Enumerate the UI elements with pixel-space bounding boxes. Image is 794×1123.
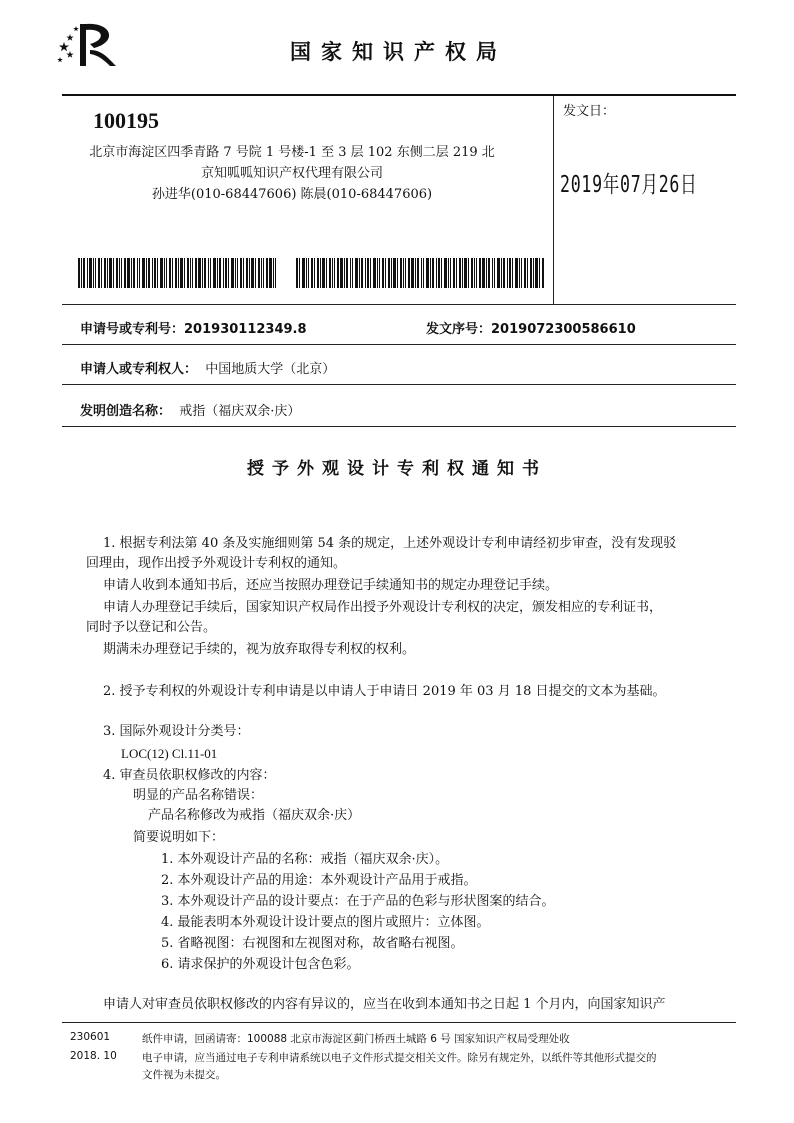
office-title: 国家知识产权局 — [290, 40, 507, 64]
header-divider — [62, 94, 736, 96]
paragraph-4-sub-1-detail: 产品名称修改为戒指（福庆双余·庆） — [148, 808, 361, 823]
barcode-2-icon — [296, 258, 544, 288]
application-number: 201930112349.8 — [184, 322, 307, 337]
fields-divider-2 — [62, 384, 736, 385]
form-code: 230601 — [70, 1031, 111, 1043]
list-item: 2. 本外观设计产品的用途：本外观设计产品用于戒指。 — [161, 873, 477, 888]
closing-paragraph: 申请人对审查员依职权修改的内容有异议的，应当在收到本通知书之日起 1 个月内，向国家知识产 — [103, 997, 666, 1012]
application-number-label: 申请号或专利号： — [80, 322, 185, 337]
address-line-1: 北京市海淀区四季青路 7 号院 1 号楼-1 至 3 层 102 东侧二层 219 北 — [89, 145, 495, 160]
fields-divider-top — [62, 304, 736, 305]
address-line-3: 孙进华(010-68447606) 陈晨(010-68447606) — [151, 187, 433, 202]
header-column-divider — [553, 96, 554, 304]
invention-label: 发明创造名称： — [80, 404, 172, 419]
serial-number-label: 发文序号： — [426, 322, 492, 337]
classification-code: LOC(12) Cl.11-01 — [121, 746, 218, 761]
postcode: 100195 — [93, 108, 159, 133]
paragraph-4-sub-2: 简要说明如下： — [133, 830, 225, 845]
form-date: 2018. 10 — [70, 1050, 117, 1062]
paragraph-1-line-4: 申请人办理登记手续后，国家知识产权局作出授予外观设计专利权的决定，颁发相应的专利证书， — [103, 600, 663, 615]
paragraph-4-sub-1: 明显的产品名称错误： — [133, 788, 264, 803]
date-label: 发文日： — [563, 104, 616, 119]
paragraph-2: 2. 授予专利权的外观设计专利申请是以申请人于申请日 2019 年 03 月 18 日提交的文本为基础。 — [103, 684, 666, 699]
notice-title: 授予外观设计专利权通知书 — [247, 459, 547, 479]
footer-line-2: 电子申请，应当通过电子专利申请系统以电子文件形式提交相关文件。除另有规定外，以纸件等其他形式提交的 — [142, 1052, 657, 1064]
list-item: 1. 本外观设计产品的名称：戒指（福庆双余·庆）。 — [161, 852, 449, 867]
list-item: 5. 省略视图：右视图和左视图对称，故省略右视图。 — [161, 936, 464, 951]
date-value: 2019年07月26日 — [560, 172, 698, 198]
applicant-label: 申请人或专利权人： — [80, 362, 198, 377]
list-item: 6. 请求保护的外观设计包含色彩。 — [161, 957, 360, 972]
serial-number-row — [426, 318, 636, 337]
invention-row — [80, 400, 300, 419]
applicant-row — [80, 358, 335, 377]
list-item: 3. 本外观设计产品的设计要点：在于产品的色彩与形状图案的结合。 — [161, 894, 555, 909]
paragraph-1-line-2: 回理由，现作出授予外观设计专利权的通知。 — [86, 556, 347, 571]
barcode-1-icon — [78, 258, 276, 288]
application-number-row — [80, 318, 307, 337]
fields-divider-3 — [62, 426, 736, 427]
paragraph-1-line-5: 同时予以登记和公告。 — [86, 620, 217, 635]
fields-divider-1 — [62, 344, 736, 345]
paragraph-3: 3. 国际外观设计分类号： — [103, 724, 250, 739]
cnipa-logo-icon — [56, 20, 120, 70]
paragraph-4: 4. 审查员依职权修改的内容： — [103, 768, 276, 783]
paragraph-1-line-6: 期满未办理登记手续的，视为放弃取得专利权的权利。 — [103, 642, 416, 657]
footer-divider — [62, 1022, 736, 1023]
footer-line-1: 纸件申请，回函请寄：100088 北京市海淀区蓟门桥西土城路 6 号 国家知识产权局受理处收 — [142, 1033, 570, 1045]
invention-name: 戒指（福庆双余·庆） — [179, 404, 301, 419]
footer-line-3: 文件视为未提交。 — [142, 1069, 226, 1081]
serial-number: 2019072300586610 — [491, 322, 636, 337]
paragraph-1-line-1: 1. 根据专利法第 40 条及实施细则第 54 条的规定，上述外观设计专利申请经初步审查，没有发现驳 — [103, 536, 677, 551]
applicant: 中国地质大学（北京） — [205, 362, 336, 377]
paragraph-1-line-3: 申请人收到本通知书后，还应当按照办理登记手续通知书的规定办理登记手续。 — [103, 578, 559, 593]
list-item: 4. 最能表明本外观设计设计要点的图片或照片：立体图。 — [161, 915, 490, 930]
address-line-2: 京知呱呱知识产权代理有限公司 — [200, 166, 383, 181]
